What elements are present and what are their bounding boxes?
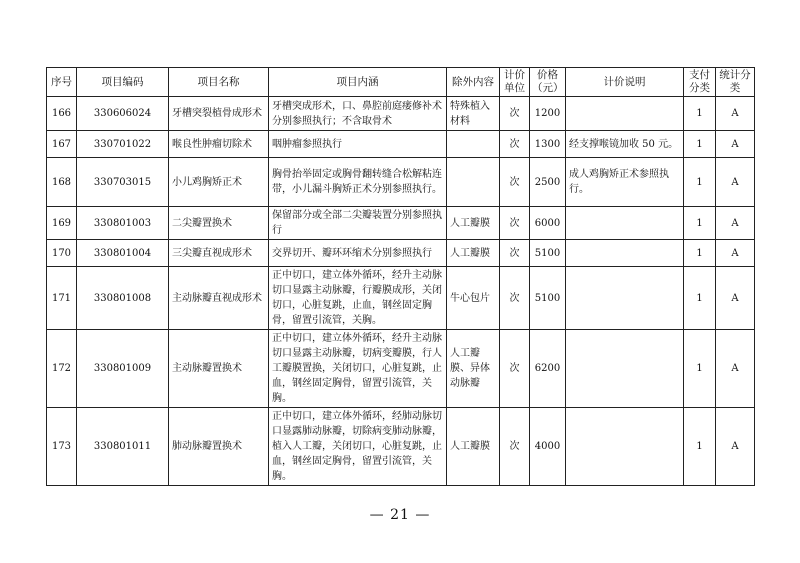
page-number: — 21 — [369, 507, 431, 523]
header-name: 项目名称 [169, 68, 269, 97]
row-name: 主动脉瓣直视成形术 [169, 267, 269, 330]
row-price: 6200 [530, 330, 566, 408]
row-price: 5100 [530, 267, 566, 330]
header-code: 项目编码 [77, 68, 169, 97]
row-content: 胸骨抬举固定或胸骨翻转缝合松解粘连带，小儿漏斗胸矫正术分别参照执行。 [269, 158, 447, 207]
row-seq: 170 [47, 240, 77, 267]
row-unit: 次 [500, 158, 530, 207]
row-price: 6000 [530, 207, 566, 240]
row-price: 1200 [530, 97, 566, 131]
row-content: 正中切口，建立体外循环，经升主动脉切口显露主动脉瓣，行瓣膜成形，关闭切口，心脏复跳，止血，钢丝固定胸骨，留置引流管，关胸。 [269, 267, 447, 330]
row-price: 4000 [530, 408, 566, 486]
row-stat-category: A [716, 158, 755, 207]
row-note [566, 240, 684, 267]
row-seq: 171 [47, 267, 77, 330]
row-excluded [447, 131, 500, 158]
row-pay-category: 1 [684, 408, 716, 486]
row-unit: 次 [500, 97, 530, 131]
row-code: 330801003 [77, 207, 169, 240]
row-content: 正中切口，建立体外循环，经肺动脉切口显露肺动脉瓣，切除病变肺动脉瓣，植入人工瓣，关闭切口，心脏复跳，止血，钢丝固定胸骨，留置引流管，关胸。 [269, 408, 447, 486]
row-stat-category: A [716, 207, 755, 240]
header-stat-category: 统计分类 [716, 68, 755, 97]
row-code: 330703015 [77, 158, 169, 207]
row-content: 咽肿瘤参照执行 [269, 131, 447, 158]
row-stat-category: A [716, 97, 755, 131]
row-excluded: 人工瓣膜 [447, 408, 500, 486]
row-code: 330701022 [77, 131, 169, 158]
row-excluded: 牛心包片 [447, 267, 500, 330]
row-excluded [447, 158, 500, 207]
table-header-row [47, 68, 755, 97]
table-row [47, 158, 755, 207]
row-name: 三尖瓣直视成形术 [169, 240, 269, 267]
fee-schedule-table [46, 67, 755, 486]
table-row [47, 330, 755, 408]
row-code: 330801008 [77, 267, 169, 330]
row-stat-category: A [716, 267, 755, 330]
row-pay-category: 1 [684, 97, 716, 131]
row-name: 喉良性肿瘤切除术 [169, 131, 269, 158]
row-price: 5100 [530, 240, 566, 267]
row-seq: 168 [47, 158, 77, 207]
row-name: 小儿鸡胸矫正术 [169, 158, 269, 207]
header-excluded: 除外内容 [447, 68, 500, 97]
row-code: 330606024 [77, 97, 169, 131]
row-code: 330801009 [77, 330, 169, 408]
table-row [47, 207, 755, 240]
row-seq: 169 [47, 207, 77, 240]
row-name: 肺动脉瓣置换术 [169, 408, 269, 486]
row-stat-category: A [716, 330, 755, 408]
row-unit: 次 [500, 330, 530, 408]
row-content: 正中切口，建立体外循环，经升主动脉切口显露主动脉瓣，切病变瓣膜，行人工瓣膜置换，关闭切口，心脏复跳，止血，钢丝固定胸骨，留置引流管，关胸。 [269, 330, 447, 408]
table-row [47, 131, 755, 158]
header-seq: 序号 [47, 68, 77, 97]
header-unit: 计价单位 [500, 68, 530, 97]
row-code: 330801004 [77, 240, 169, 267]
row-price: 2500 [530, 158, 566, 207]
row-unit: 次 [500, 408, 530, 486]
header-pay-category: 支付分类 [684, 68, 716, 97]
row-unit: 次 [500, 131, 530, 158]
row-content: 牙槽突成形术，口、鼻腔前庭瘘修补术分别参照执行；不含取骨术 [269, 97, 447, 131]
row-note [566, 207, 684, 240]
table-row [47, 267, 755, 330]
row-note [566, 97, 684, 131]
row-seq: 167 [47, 131, 77, 158]
row-seq: 173 [47, 408, 77, 486]
row-excluded: 人工瓣膜 [447, 240, 500, 267]
row-note [566, 408, 684, 486]
row-pay-category: 1 [684, 330, 716, 408]
row-stat-category: A [716, 240, 755, 267]
row-unit: 次 [500, 267, 530, 330]
row-pay-category: 1 [684, 240, 716, 267]
row-note [566, 330, 684, 408]
row-content: 保留部分或全部二尖瓣装置分别参照执行 [269, 207, 447, 240]
table-row [47, 97, 755, 131]
header-price: 价格（元） [530, 68, 566, 97]
row-excluded: 人工瓣膜 [447, 207, 500, 240]
row-pay-category: 1 [684, 158, 716, 207]
row-name: 二尖瓣置换术 [169, 207, 269, 240]
header-content: 项目内涵 [269, 68, 447, 97]
row-note: 成人鸡胸矫正术参照执行。 [566, 158, 684, 207]
row-pay-category: 1 [684, 207, 716, 240]
row-content: 交界切开、瓣环环缩术分别参照执行 [269, 240, 447, 267]
row-excluded: 特殊植入材料 [447, 97, 500, 131]
row-name: 主动脉瓣置换术 [169, 330, 269, 408]
row-pay-category: 1 [684, 131, 716, 158]
table-row [47, 408, 755, 486]
header-note: 计价说明 [566, 68, 684, 97]
row-note: 经支撑喉镜加收 50 元。 [566, 131, 684, 158]
row-excluded: 人工瓣膜、异体动脉瓣 [447, 330, 500, 408]
row-unit: 次 [500, 240, 530, 267]
row-code: 330801011 [77, 408, 169, 486]
row-stat-category: A [716, 408, 755, 486]
row-seq: 172 [47, 330, 77, 408]
row-unit: 次 [500, 207, 530, 240]
table-row [47, 240, 755, 267]
row-price: 1300 [530, 131, 566, 158]
row-stat-category: A [716, 131, 755, 158]
row-pay-category: 1 [684, 267, 716, 330]
row-seq: 166 [47, 97, 77, 131]
row-note [566, 267, 684, 330]
row-name: 牙槽突裂植骨成形术 [169, 97, 269, 131]
